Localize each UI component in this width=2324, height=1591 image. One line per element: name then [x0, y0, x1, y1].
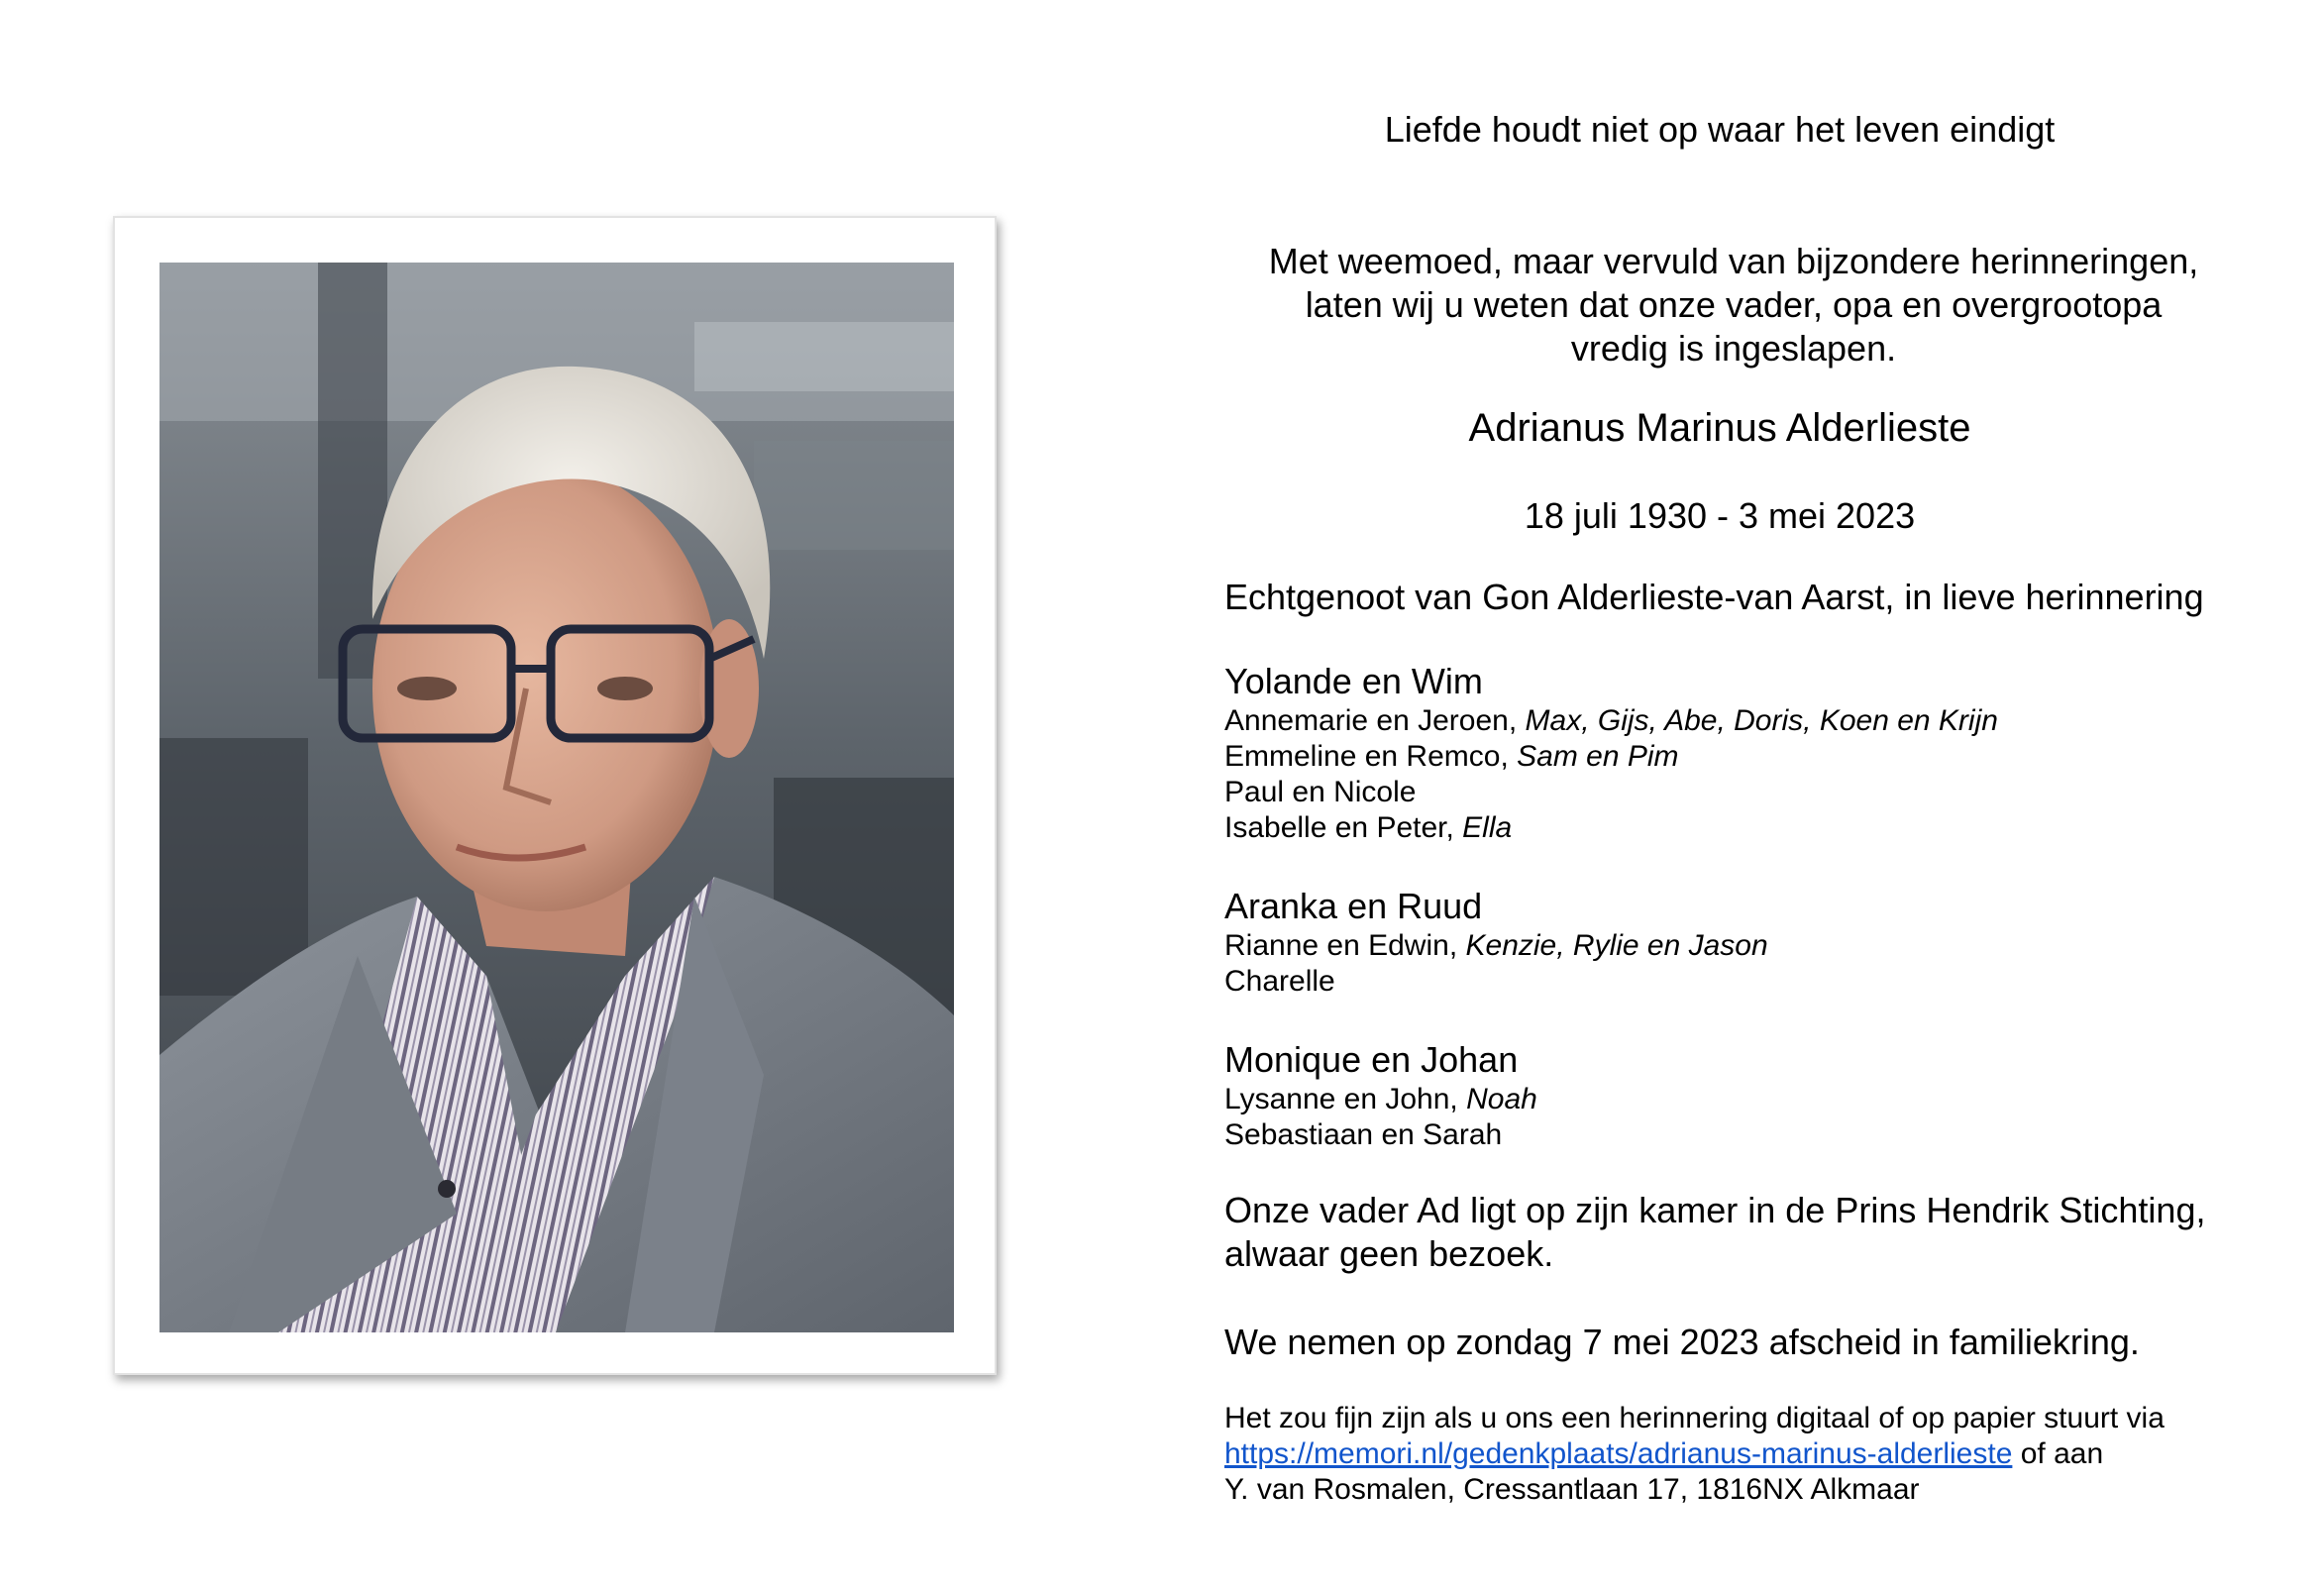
member-couple: Annemarie en Jeroen,	[1224, 704, 1518, 737]
memory-link-suffix: of aan	[2012, 1437, 2104, 1470]
intro-line-3: vredig is ingeslapen.	[1570, 328, 1897, 369]
farewell-text: We nemen op zondag 7 mei 2023 afscheid in familiekring.	[1224, 1322, 2140, 1362]
member-couple: Charelle	[1224, 965, 1335, 998]
location-text	[1224, 1189, 2205, 1276]
intro-line-2: laten wij u weten dat onze vader, opa en overgrootopa	[1305, 284, 2163, 325]
memory-request	[1224, 1401, 2165, 1508]
location-line-2: alwaar geen bezoek.	[1224, 1233, 1554, 1274]
member-children: Noah	[1466, 1083, 1537, 1115]
family-block	[1224, 1038, 1537, 1153]
memori-link[interactable]: https://memori.nl/gedenkplaats/adrianus-marinus-alderlieste	[1224, 1437, 2013, 1470]
member-couple: Sebastiaan en Sarah	[1224, 1118, 1503, 1151]
memory-address: Y. van Rosmalen, Cressantlaan 17, 1816NX Alkmaar	[1224, 1473, 1920, 1506]
family-member	[1224, 703, 1998, 739]
deceased-name: Adrianus Marinus Alderlieste	[1468, 406, 1971, 450]
family-member	[1224, 1117, 1537, 1153]
member-children: Max, Gijs, Abe, Doris, Koen en Krijn	[1525, 704, 1998, 737]
member-children: Kenzie, Rylie en Jason	[1465, 929, 1768, 962]
member-children: Sam en Pim	[1517, 740, 1679, 773]
location-line-1: Onze vader Ad ligt op zijn kamer in de Prins Hendrik Stichting,	[1224, 1190, 2206, 1230]
family-member	[1224, 1082, 1537, 1117]
family-member	[1224, 739, 1998, 775]
motto: Liefde houdt niet op waar het leven eindigt	[1384, 109, 2056, 150]
photo-frame	[113, 216, 997, 1375]
member-couple: Emmeline en Remco,	[1224, 740, 1509, 773]
member-couple: Isabelle en Peter,	[1224, 811, 1454, 844]
intro-line-1: Met weemoed, maar vervuld van bijzondere herinneringen,	[1268, 241, 2199, 281]
intro-text	[1139, 240, 2324, 371]
life-dates: 18 juli 1930 - 3 mei 2023	[1524, 495, 1916, 536]
member-couple: Paul en Nicole	[1224, 776, 1417, 808]
spouse-line: Echtgenoot van Gon Alderlieste-van Aarst, in lieve herinnering	[1224, 577, 2204, 617]
memory-line-2	[1224, 1436, 2165, 1472]
family-member	[1224, 964, 1768, 1000]
family-block	[1224, 885, 1768, 1000]
family-head: Monique en Johan	[1224, 1039, 1519, 1080]
family-head: Yolande en Wim	[1224, 661, 1483, 701]
family-head: Aranka en Ruud	[1224, 886, 1483, 926]
family-member	[1224, 775, 1998, 810]
family-block	[1224, 660, 1998, 846]
family-member	[1224, 928, 1768, 964]
member-couple: Rianne en Edwin,	[1224, 929, 1458, 962]
portrait-photo	[159, 263, 954, 1332]
family-member	[1224, 810, 1998, 846]
member-couple: Lysanne en John,	[1224, 1083, 1458, 1115]
memory-line-1: Het zou fijn zijn als u ons een herinnering digitaal of op papier stuurt via	[1224, 1402, 2165, 1434]
member-children: Ella	[1462, 811, 1513, 844]
